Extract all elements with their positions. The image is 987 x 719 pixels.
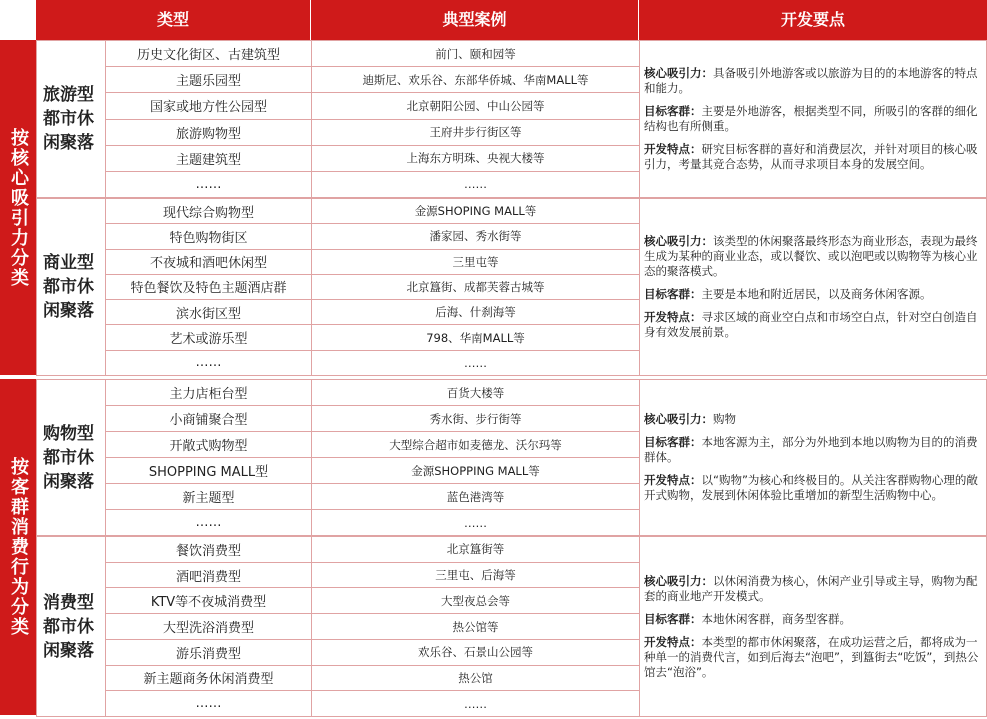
table-row xyxy=(106,250,640,275)
case-cell: …… xyxy=(312,510,640,535)
dev-point xyxy=(644,104,980,134)
dev-point xyxy=(644,435,980,465)
dev-point xyxy=(644,310,980,340)
table-row xyxy=(106,275,640,300)
header-case: 典型案例 xyxy=(311,0,639,40)
dev-point xyxy=(644,66,980,96)
type-cell: 旅游购物型 xyxy=(106,120,312,145)
dev-point xyxy=(644,635,980,680)
dev-point-key: 开发特点： xyxy=(644,142,702,156)
table-row xyxy=(106,691,640,716)
dev-point-text: 购物 xyxy=(713,412,736,426)
dev-point-key: 目标客群： xyxy=(644,435,702,449)
dev-point-text: 以休闲消费为核心，休闲产业引导或主导，购物为配套的商业地产开发模式。 xyxy=(644,573,978,603)
type-cell: …… xyxy=(106,351,312,375)
type-cell: KTV等不夜城消费型 xyxy=(106,588,312,613)
dev-point-text: 该类型的休闲聚落最终形态为商业形态，表现为最终生成为某种的商业业态，或以餐饮、或以泡吧或以购物等为核心业态的聚落模式。 xyxy=(644,234,978,278)
table-row xyxy=(106,325,640,350)
dev-point-text: 具备吸引外地游客或以旅游为目的的本地游客的特点和能力。 xyxy=(644,66,978,95)
case-cell: 蓝色港湾等 xyxy=(312,484,640,509)
table-row xyxy=(106,380,640,406)
type-cell: 新主题商务休闲消费型 xyxy=(106,666,312,691)
dev-point-key: 目标客群： xyxy=(644,104,702,118)
group-tourism xyxy=(36,40,987,198)
case-cell: …… xyxy=(312,172,640,197)
dev-points xyxy=(640,380,986,535)
dev-point xyxy=(644,412,980,427)
dev-point-key: 核心吸引力： xyxy=(644,66,713,80)
table-row xyxy=(106,224,640,249)
case-cell: 迪斯尼、欢乐谷、东部华侨城、华南MALL等 xyxy=(312,67,640,92)
table-row xyxy=(106,41,640,67)
type-cell: 酒吧消费型 xyxy=(106,563,312,588)
case-cell: 798、华南MALL等 xyxy=(312,325,640,349)
type-cell: 现代综合购物型 xyxy=(106,199,312,223)
table-row xyxy=(106,588,640,614)
case-cell: 王府井步行街区等 xyxy=(312,120,640,145)
dev-point-key: 核心吸引力： xyxy=(644,234,713,248)
category-label: 按客群消费行为分类 xyxy=(8,457,29,637)
dev-points xyxy=(640,41,986,197)
case-cell: 三里屯等 xyxy=(312,250,640,274)
group-consumption xyxy=(36,536,987,717)
type-cell: SHOPPING MALL型 xyxy=(106,458,312,483)
dev-point-text: 主要是本地和附近居民，以及商务休闲客源。 xyxy=(701,287,932,301)
dev-point xyxy=(644,142,980,172)
dev-point-key: 核心吸引力： xyxy=(644,412,713,426)
case-cell: 三里屯、后海等 xyxy=(312,563,640,588)
dev-point-key: 开发特点： xyxy=(644,473,702,487)
type-cell: 新主题型 xyxy=(106,484,312,509)
type-cell: 餐饮消费型 xyxy=(106,537,312,562)
case-cell: 上海东方明珠、央视大楼等 xyxy=(312,146,640,171)
table-header xyxy=(36,0,987,40)
case-cell: 大型夜总会等 xyxy=(312,588,640,613)
type-cell: 大型洗浴消费型 xyxy=(106,614,312,639)
dev-points xyxy=(640,199,986,375)
case-cell: 热公馆 xyxy=(312,666,640,691)
case-cell: 热公馆等 xyxy=(312,614,640,639)
dev-point xyxy=(644,473,980,503)
table-row xyxy=(106,640,640,666)
table-row xyxy=(106,199,640,224)
table-row xyxy=(106,563,640,589)
case-cell: 大型综合超市如麦德龙、沃尔玛等 xyxy=(312,432,640,457)
case-cell: 前门、颐和园等 xyxy=(312,41,640,66)
group-shopping xyxy=(36,379,987,536)
table-row xyxy=(106,510,640,535)
dev-point-text: 研究目标客群的喜好和消费层次，并针对项目的核心吸引力，考量其竞合态势，从而寻求项目本身的发展空间。 xyxy=(644,142,978,171)
dev-point xyxy=(644,612,980,627)
group-rows xyxy=(106,380,640,535)
table-row xyxy=(106,484,640,510)
dev-point-key: 目标客群： xyxy=(644,611,702,626)
case-cell: 后海、什刹海等 xyxy=(312,300,640,324)
dev-point-text: 本类型的都市休闲聚落，在成功运营之后，都将成为一种单一的消费代言，如到后海去“泡吧”，到簋街去“吃饭”，到热公馆去“泡浴”。 xyxy=(644,634,979,679)
dev-point-text: 本地客源为主，部分为外地到本地以购物为目的的消费群体。 xyxy=(644,435,978,464)
type-cell: 主题建筑型 xyxy=(106,146,312,171)
group-name-cell xyxy=(37,380,106,535)
table-row xyxy=(106,172,640,197)
group-rows xyxy=(106,537,640,716)
type-cell: …… xyxy=(106,691,312,716)
group-rows xyxy=(106,41,640,197)
type-cell: …… xyxy=(106,172,312,197)
type-cell: …… xyxy=(106,510,312,535)
group-rows xyxy=(106,199,640,375)
type-cell: 游乐消费型 xyxy=(106,640,312,665)
type-cell: 特色餐饮及特色主题酒店群 xyxy=(106,275,312,299)
type-cell: 开敞式购物型 xyxy=(106,432,312,457)
type-cell: 历史文化街区、古建筑型 xyxy=(106,41,312,66)
type-cell: 不夜城和酒吧休闲型 xyxy=(106,250,312,274)
case-cell: 北京朝阳公园、中山公园等 xyxy=(312,93,640,118)
table-row xyxy=(106,432,640,458)
case-cell: …… xyxy=(312,351,640,375)
table-row xyxy=(106,614,640,640)
table-row xyxy=(106,537,640,563)
case-cell: 百货大楼等 xyxy=(312,380,640,405)
dev-point-key: 核心吸引力： xyxy=(644,573,713,588)
case-cell: 金源SHOPPING MALL等 xyxy=(312,458,640,483)
category-consumer-behavior xyxy=(0,379,36,715)
group-name-cell xyxy=(37,199,106,375)
type-cell: 特色购物街区 xyxy=(106,224,312,248)
case-cell: 北京簋街、成都芙蓉古城等 xyxy=(312,275,640,299)
dev-point xyxy=(644,234,980,279)
group-name: 消费型都市休闲聚落 xyxy=(43,592,94,661)
case-cell: 金源SHOPING MALL等 xyxy=(312,199,640,223)
table-row xyxy=(106,146,640,172)
case-cell: 潘家园、秀水街等 xyxy=(312,224,640,248)
group-name: 旅游型都市休闲聚落 xyxy=(43,85,94,153)
type-cell: 艺术或游乐型 xyxy=(106,325,312,349)
dev-point-key: 开发特点： xyxy=(644,310,702,324)
dev-point-key: 开发特点： xyxy=(644,634,702,649)
category-label: 按核心吸引力分类 xyxy=(8,127,29,288)
header-type: 类型 xyxy=(36,0,311,40)
case-cell: 秀水街、步行街等 xyxy=(312,406,640,431)
type-cell: 小商铺聚合型 xyxy=(106,406,312,431)
dev-point-text: 本地休闲客群，商务型客群。 xyxy=(701,611,851,626)
table-row xyxy=(106,67,640,93)
table-row xyxy=(106,351,640,375)
group-name: 购物型都市休闲聚落 xyxy=(43,423,94,492)
group-name-cell xyxy=(37,41,106,197)
group-commercial xyxy=(36,198,987,376)
type-cell: 国家或地方性公园型 xyxy=(106,93,312,118)
table-row xyxy=(106,120,640,146)
table-row xyxy=(106,666,640,692)
type-cell: 主力店柜台型 xyxy=(106,380,312,405)
dev-point xyxy=(644,287,980,302)
table-row xyxy=(106,458,640,484)
dev-point-text: 主要是外地游客，根据类型不同，所吸引的客群的细化结构也有所侧重。 xyxy=(644,104,978,133)
category-core-attraction xyxy=(0,40,36,375)
type-cell: 主题乐园型 xyxy=(106,67,312,92)
dev-point xyxy=(644,574,980,604)
case-cell: …… xyxy=(312,691,640,716)
header-dev-points: 开发要点 xyxy=(639,0,987,40)
table-row xyxy=(106,93,640,119)
dev-point-text: 以“购物”为核心和终极目的。从关注客群购物心理的敞开式购物，发展到休闲体验比重增加的新型生活购物中心。 xyxy=(644,473,978,502)
type-cell: 滨水街区型 xyxy=(106,300,312,324)
case-cell: 欢乐谷、石景山公园等 xyxy=(312,640,640,665)
table-row xyxy=(106,406,640,432)
group-name: 商业型都市休闲聚落 xyxy=(43,253,94,321)
dev-points xyxy=(640,537,986,716)
table-row xyxy=(106,300,640,325)
dev-point-text: 寻求区域的商业空白点和市场空白点，针对空白创造自身有效发展前景。 xyxy=(644,310,978,339)
case-cell: 北京簋街等 xyxy=(312,537,640,562)
dev-point-key: 目标客群： xyxy=(644,287,702,301)
group-name-cell xyxy=(37,537,106,716)
